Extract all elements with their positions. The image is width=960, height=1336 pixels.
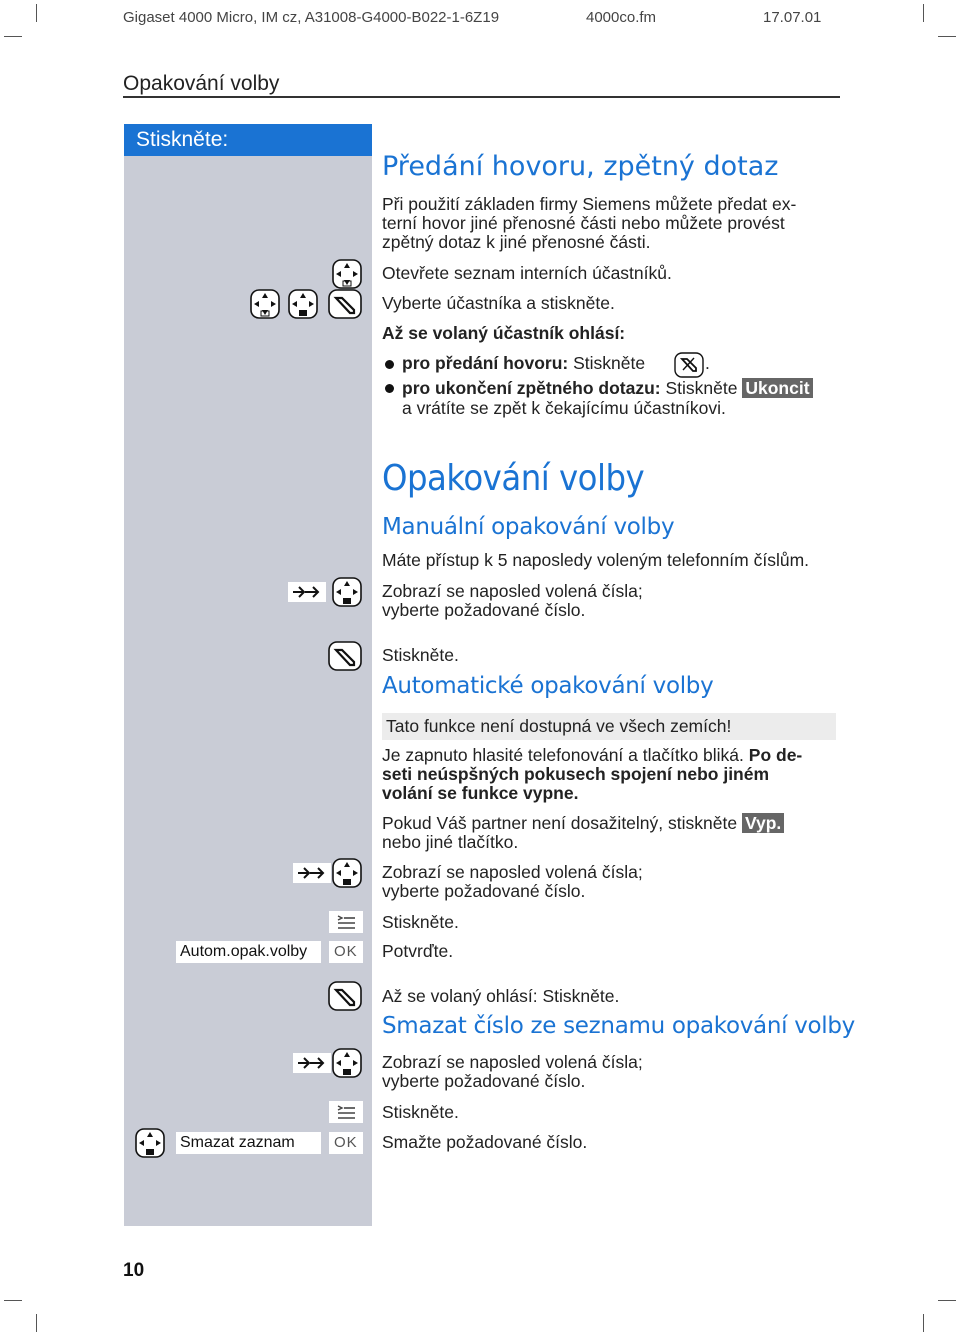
- crop-mark: [938, 36, 956, 37]
- auto-p1-line3: volání se funkce vypne.: [382, 783, 579, 803]
- auto-p2-line2: nebo jiné tlačítko.: [382, 832, 519, 852]
- menu-item-autom-opak-volby[interactable]: Autom.opak.volby: [176, 941, 321, 963]
- transfer-bullet-1-bold: pro předání hovoru:: [402, 353, 569, 373]
- manual-step2: Stiskněte.: [382, 645, 459, 665]
- ok-key-icon: OK: [334, 943, 358, 960]
- nav-key-icon[interactable]: [332, 577, 362, 607]
- redial-title: Opakování volby: [382, 458, 645, 499]
- section-rule: [123, 96, 840, 98]
- crop-mark: [4, 1300, 22, 1301]
- auto-p2-line1-a: Pokud Váš partner není dosažitelný, stiskněte: [382, 813, 738, 833]
- transfer-bullet-2: [402, 378, 842, 399]
- nav-key-icon[interactable]: [332, 1048, 362, 1078]
- menu-key[interactable]: [329, 911, 363, 933]
- auto-step4: Až se volaný ohlásí: Stiskněte.: [382, 986, 620, 1006]
- header-date: 17.07.01: [763, 9, 822, 26]
- handset-icon[interactable]: [328, 981, 362, 1011]
- transfer-step-select: Vyberte účastníka a stiskněte.: [382, 293, 615, 313]
- end-call-key-icon[interactable]: [674, 352, 704, 378]
- crop-mark: [36, 1314, 37, 1332]
- handset-icon[interactable]: [328, 641, 362, 671]
- delete-step1-line2: vyberte požadované číslo.: [382, 1071, 586, 1091]
- ok-key[interactable]: [329, 941, 363, 963]
- ok-key[interactable]: [329, 1132, 363, 1154]
- nav-key-icon[interactable]: [288, 289, 318, 319]
- softkey-vyp[interactable]: Vyp.: [742, 813, 784, 833]
- header-doc-id: Gigaset 4000 Micro, IM cz, A31008-G4000-B022-1-6Z19: [123, 9, 500, 26]
- transfer-bullet-2-bold: pro ukončení zpětného dotazu:: [402, 378, 661, 398]
- menu-item-smazat-zaznam[interactable]: Smazat zaznam: [176, 1132, 321, 1154]
- transfer-bullet-1: [402, 354, 862, 374]
- bullet: [385, 360, 394, 369]
- header-file: 4000co.fm: [586, 9, 657, 26]
- redial-key-icon[interactable]: [292, 862, 332, 884]
- key-column-heading-text: Stiskněte:: [136, 128, 229, 151]
- auto-step2: Stiskněte.: [382, 912, 459, 932]
- auto-step1-line2: vyberte požadované číslo.: [382, 881, 586, 901]
- nav-key-icon[interactable]: [135, 1128, 165, 1158]
- transfer-intro-2: terní hovor jiné přenosné části nebo můžete provést: [382, 213, 785, 233]
- menu-key-icon: [329, 911, 363, 933]
- auto-redial-title: Automatické opakování volby: [382, 673, 714, 699]
- delete-step2: Stiskněte.: [382, 1102, 459, 1122]
- crop-mark: [923, 1314, 924, 1332]
- auto-p1-line1-a: Je zapnuto hlasité telefonování a tlačítko bliká.: [382, 745, 744, 765]
- nav-key-icon[interactable]: [332, 858, 362, 888]
- delete-title: Smazat číslo ze seznamu opakování volby: [382, 1013, 855, 1039]
- auto-p1-line2: seti neúspšných pokusech spojení nebo jiném: [382, 764, 770, 784]
- manual-step1-line2: vyberte požadované číslo.: [382, 600, 586, 620]
- key-column-heading: [124, 124, 372, 156]
- redial-key-icon[interactable]: [292, 1052, 332, 1074]
- crop-mark: [938, 1300, 956, 1301]
- crop-mark: [923, 4, 924, 22]
- auto-p1-line1-b: Po de-: [748, 745, 803, 765]
- redial-key-icon[interactable]: [287, 581, 327, 603]
- auto-note: Tato funkce není dostupná ve všech zemích!: [386, 716, 732, 736]
- delete-step3: Smažte požadované číslo.: [382, 1132, 588, 1152]
- crop-mark: [4, 36, 22, 37]
- transfer-intro-3: zpětný dotaz k jiné přenosné části.: [382, 232, 651, 252]
- nav-key-icon[interactable]: [332, 259, 362, 289]
- transfer-bullet-2-text: Stiskněte: [665, 378, 738, 398]
- softkey-ukoncit[interactable]: Ukoncit: [742, 378, 812, 398]
- transfer-step-open: Otevřete seznam interních účastníků.: [382, 263, 672, 283]
- transfer-title: Předání hovoru, zpětný dotaz: [382, 151, 779, 182]
- bullet: [385, 384, 394, 393]
- transfer-bullet-2-line2: a vrátíte se zpět k čekajícímu účastníkovi.: [402, 398, 726, 418]
- section-title: Opakování volby: [123, 72, 280, 95]
- transfer-when-answer: Až se volaný účastník ohlásí:: [382, 323, 626, 343]
- auto-p1-line1: [382, 746, 852, 766]
- page-number: 10: [123, 1260, 145, 1281]
- handset-icon[interactable]: [328, 289, 362, 319]
- auto-step3: Potvrďte.: [382, 941, 454, 961]
- manual-redial-intro: Máte přístup k 5 naposledy voleným telefonním číslům.: [382, 550, 810, 570]
- period: .: [705, 353, 710, 373]
- delete-step1-line1: Zobrazí se naposled volená čísla;: [382, 1052, 643, 1072]
- ok-key-icon: OK: [334, 1134, 358, 1151]
- auto-step1-line1: Zobrazí se naposled volená čísla;: [382, 862, 643, 882]
- nav-key-icon[interactable]: [250, 289, 280, 319]
- manual-step1-line1: Zobrazí se naposled volená čísla;: [382, 581, 643, 601]
- manual-redial-title: Manuální opakování volby: [382, 514, 675, 540]
- transfer-intro-1: Při použití základen firmy Siemens můžete předat ex-: [382, 194, 797, 214]
- transfer-bullet-1-text: Stiskněte: [573, 353, 646, 373]
- crop-mark: [36, 4, 37, 22]
- auto-p2-line1: [382, 813, 852, 834]
- menu-key[interactable]: [329, 1101, 363, 1123]
- menu-key-icon: [329, 1101, 363, 1123]
